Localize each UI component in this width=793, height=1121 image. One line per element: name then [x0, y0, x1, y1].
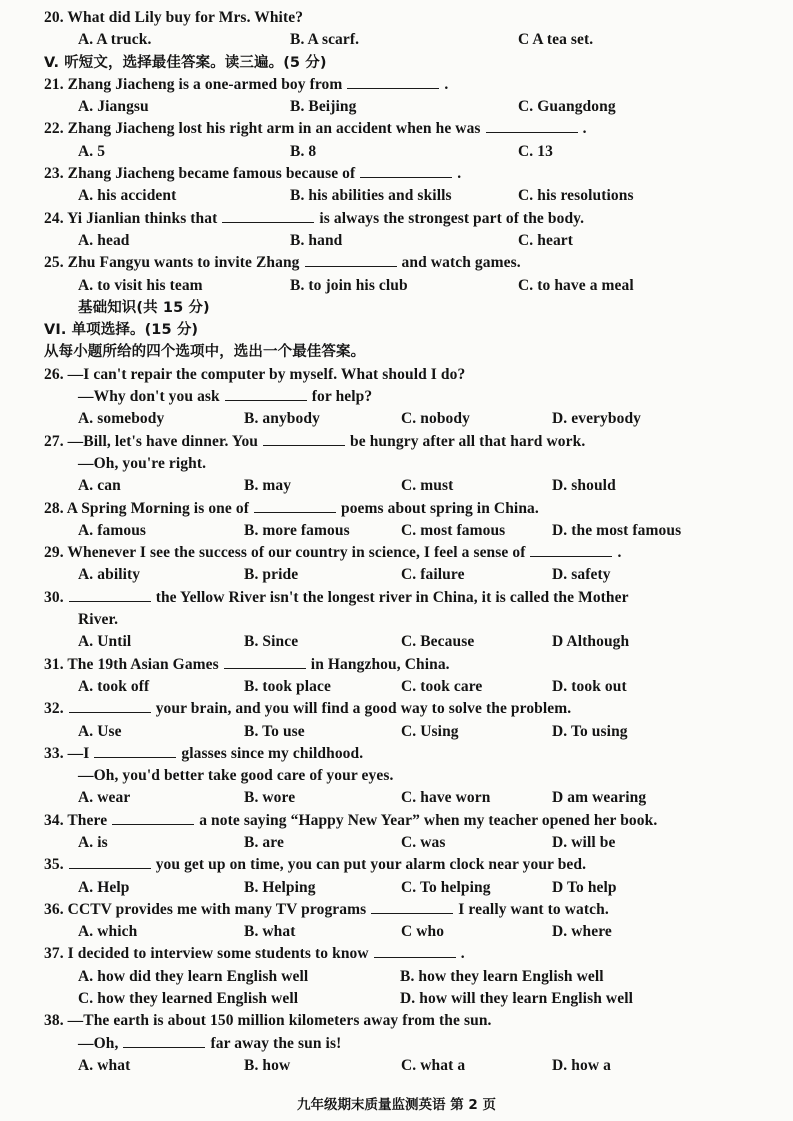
- q20-option-a: A. A truck.: [78, 31, 152, 49]
- q23-option-a: A. his accident: [78, 187, 177, 205]
- q31-option-c: C. took care: [401, 677, 483, 695]
- q29-stem: 29. Whenever I see the success of our country in science, I feel a sense of .: [44, 544, 622, 562]
- q29-option-b: B. pride: [244, 566, 299, 584]
- q31-option-b: B. took place: [244, 677, 331, 695]
- q24-option-c: C. heart: [518, 231, 574, 249]
- q27-option-b: B. may: [244, 477, 292, 495]
- q38-option-d: D. how a: [552, 1056, 611, 1074]
- q33-option-c: C. have worn: [401, 789, 491, 807]
- answer-blank[interactable]: [347, 74, 439, 89]
- q22-option-a: A. 5: [78, 142, 106, 160]
- q32-option-c: C. Using: [401, 722, 459, 740]
- q38-options: [44, 1055, 764, 1077]
- q38-option-b: B. how: [244, 1056, 291, 1074]
- q23-option-b: B. his abilities and skills: [290, 187, 452, 205]
- q37-option-a: A. how did they learn English well: [78, 967, 309, 985]
- q34-option-c: C. was: [401, 833, 446, 851]
- q30-stem-cont: River.: [78, 611, 119, 629]
- q28-option-d: D. the most famous: [552, 521, 682, 539]
- q34-option-b: B. are: [244, 833, 284, 851]
- q31-option-a: A. took off: [78, 677, 150, 695]
- q31-option-d: D. took out: [552, 677, 627, 695]
- q29-option-a: A. ability: [78, 566, 141, 584]
- q32-options: [44, 721, 764, 743]
- q38-stem: 38. —The earth is about 150 million kilometers away from the sun.: [44, 1012, 492, 1030]
- q28-option-c: C. most famous: [401, 521, 506, 539]
- q25-option-c: C. to have a meal: [518, 276, 634, 294]
- q26-stem: 26. —I can't repair the computer by myself. What should I do?: [44, 365, 466, 383]
- q27-options: [44, 475, 764, 497]
- basic-knowledge-heading: 基础知识(共 15 分): [78, 299, 210, 316]
- answer-blank[interactable]: [371, 899, 453, 914]
- q21-options: [44, 96, 764, 118]
- q26-option-d: D. everybody: [552, 410, 642, 428]
- q24-option-b: B. hand: [290, 231, 343, 249]
- q31-stem: 31. The 19th Asian Games in Hangzhou, China.: [44, 655, 450, 673]
- q37-options-ab: [44, 966, 764, 988]
- q35-option-d: D To help: [552, 878, 617, 896]
- q29-option-d: D. safety: [552, 566, 611, 584]
- q30-stem: 30. the Yellow River isn't the longest river in China, it is called the Mother: [44, 588, 629, 606]
- q35-options: [44, 877, 764, 899]
- q34-option-d: D. will be: [552, 833, 616, 851]
- q37-stem: 37. I decided to interview some students to know .: [44, 945, 465, 963]
- q37-option-d: D. how will they learn English well: [400, 990, 634, 1008]
- q34-stem: 34. There a note saying “Happy New Year” when my teacher opened her book.: [44, 811, 658, 829]
- answer-blank[interactable]: [530, 542, 612, 557]
- q20-stem: 20. What did Lily buy for Mrs. White?: [44, 9, 304, 26]
- q33-options: [44, 787, 764, 809]
- q25-option-a: A. to visit his team: [78, 276, 203, 294]
- q25-stem: 25. Zhu Fangyu wants to invite Zhang and watch games.: [44, 254, 521, 272]
- q23-stem: 23. Zhang Jiacheng became famous because of .: [44, 165, 462, 183]
- q35-option-c: C. To helping: [401, 878, 491, 896]
- q30-option-a: A. Until: [78, 633, 132, 651]
- page-footer: 九年级期末质量监测英语 第 2 页: [297, 1097, 496, 1113]
- q28-stem: 28. A Spring Morning is one of poems about spring in China.: [44, 499, 539, 517]
- q30-option-b: B. Since: [244, 633, 299, 651]
- q26-reply: —Why don't you ask for help?: [78, 388, 373, 406]
- q29-option-c: C. failure: [401, 566, 465, 584]
- q30-option-d: D Although: [552, 633, 630, 651]
- q27-reply: —Oh, you're right.: [78, 454, 207, 472]
- answer-blank[interactable]: [305, 252, 397, 267]
- q27-option-c: C. must: [401, 477, 454, 495]
- q29-options: [44, 564, 764, 586]
- answer-blank[interactable]: [69, 854, 151, 869]
- q36-option-c: C who: [401, 923, 445, 941]
- q36-option-b: B. what: [244, 923, 296, 941]
- q22-stem: 22. Zhang Jiacheng lost his right arm in an accident when he was .: [44, 120, 587, 138]
- q38-reply: —Oh, far away the sun is!: [78, 1034, 342, 1052]
- q27-option-d: D. should: [552, 477, 616, 495]
- q32-option-d: D. To using: [552, 722, 628, 740]
- q35-option-b: B. Helping: [244, 878, 316, 896]
- q22-option-c: C. 13: [518, 142, 553, 160]
- q27-option-a: A. can: [78, 477, 121, 495]
- q20-option-b: B. A scarf.: [290, 31, 360, 49]
- q37-options-cd: [44, 988, 764, 1010]
- q25-options: [44, 275, 764, 297]
- answer-blank[interactable]: [224, 654, 306, 669]
- q22-options: [44, 141, 764, 163]
- q21-option-b: B. Beijing: [290, 98, 357, 116]
- section-5-heading: V. 听短文，选择最佳答案。读三遍。(5 分): [44, 54, 327, 71]
- answer-blank[interactable]: [69, 698, 151, 713]
- q26-option-a: A. somebody: [78, 410, 165, 428]
- q26-option-c: C. nobody: [401, 410, 470, 428]
- answer-blank[interactable]: [254, 498, 336, 513]
- answer-blank[interactable]: [123, 1033, 205, 1048]
- q27-stem: 27. —Bill, let's have dinner. You be hungry after all that hard work.: [44, 432, 586, 450]
- q23-option-c: C. his resolutions: [518, 187, 634, 205]
- q33-stem: 33. —I glasses since my childhood.: [44, 744, 364, 762]
- q36-option-a: A. which: [78, 923, 138, 941]
- q28-options: [44, 520, 764, 542]
- q23-options: [44, 185, 764, 207]
- q34-option-a: A. is: [78, 833, 108, 851]
- q21-option-c: C. Guangdong: [518, 98, 616, 116]
- answer-blank[interactable]: [374, 943, 456, 958]
- q33-reply: —Oh, you'd better take good care of your eyes.: [78, 767, 394, 785]
- answer-blank[interactable]: [263, 431, 345, 446]
- q28-option-a: A. famous: [78, 521, 147, 539]
- q24-stem: 24. Yi Jianlian thinks that is always the strongest part of the body.: [44, 209, 585, 227]
- q35-stem: 35. you get up on time, you can put your alarm clock near your bed.: [44, 856, 587, 874]
- q37-option-b: B. how they learn English well: [400, 967, 604, 985]
- q33-option-a: A. wear: [78, 789, 131, 807]
- answer-blank[interactable]: [69, 587, 151, 602]
- answer-blank[interactable]: [225, 386, 307, 401]
- q24-option-a: A. head: [78, 231, 130, 249]
- q28-option-b: B. more famous: [244, 521, 350, 539]
- q36-options: [44, 921, 764, 943]
- q38-option-a: A. what: [78, 1056, 131, 1074]
- q35-option-a: A. Help: [78, 878, 130, 896]
- q37-option-c: C. how they learned English well: [78, 990, 299, 1008]
- q32-stem: 32. your brain, and you will find a good way to solve the problem.: [44, 700, 572, 718]
- q30-option-c: C. Because: [401, 633, 475, 651]
- section-6-instructions: 从每小题所给的四个选项中，选出一个最佳答案。: [44, 344, 366, 361]
- answer-blank[interactable]: [112, 810, 194, 825]
- q20-options: [44, 29, 764, 51]
- answer-blank[interactable]: [94, 743, 176, 758]
- q36-option-d: D. where: [552, 923, 612, 941]
- q26-option-b: B. anybody: [244, 410, 320, 428]
- q21-stem: 21. Zhang Jiacheng is a one-armed boy from .: [44, 75, 449, 93]
- q33-option-b: B. wore: [244, 789, 296, 807]
- q25-option-b: B. to join his club: [290, 276, 408, 294]
- q32-option-b: B. To use: [244, 722, 305, 740]
- q20-option-c: C A tea set.: [518, 31, 594, 49]
- q21-option-a: A. Jiangsu: [78, 98, 149, 116]
- q30-options: [44, 631, 764, 653]
- q33-option-d: D am wearing: [552, 789, 647, 807]
- answer-blank[interactable]: [486, 118, 578, 133]
- section-6-heading: VI. 单项选择。(15 分): [44, 322, 199, 339]
- q32-option-a: A. Use: [78, 722, 122, 740]
- q22-option-b: B. 8: [290, 142, 317, 160]
- exam-content: [44, 7, 764, 1077]
- q24-options: [44, 230, 764, 252]
- q38-option-c: C. what a: [401, 1056, 466, 1074]
- answer-blank[interactable]: [360, 163, 452, 178]
- q31-options: [44, 676, 764, 698]
- q26-options: [44, 408, 764, 430]
- answer-blank[interactable]: [222, 208, 314, 223]
- q34-options: [44, 832, 764, 854]
- q36-stem: 36. CCTV provides me with many TV programs I really want to watch.: [44, 900, 609, 918]
